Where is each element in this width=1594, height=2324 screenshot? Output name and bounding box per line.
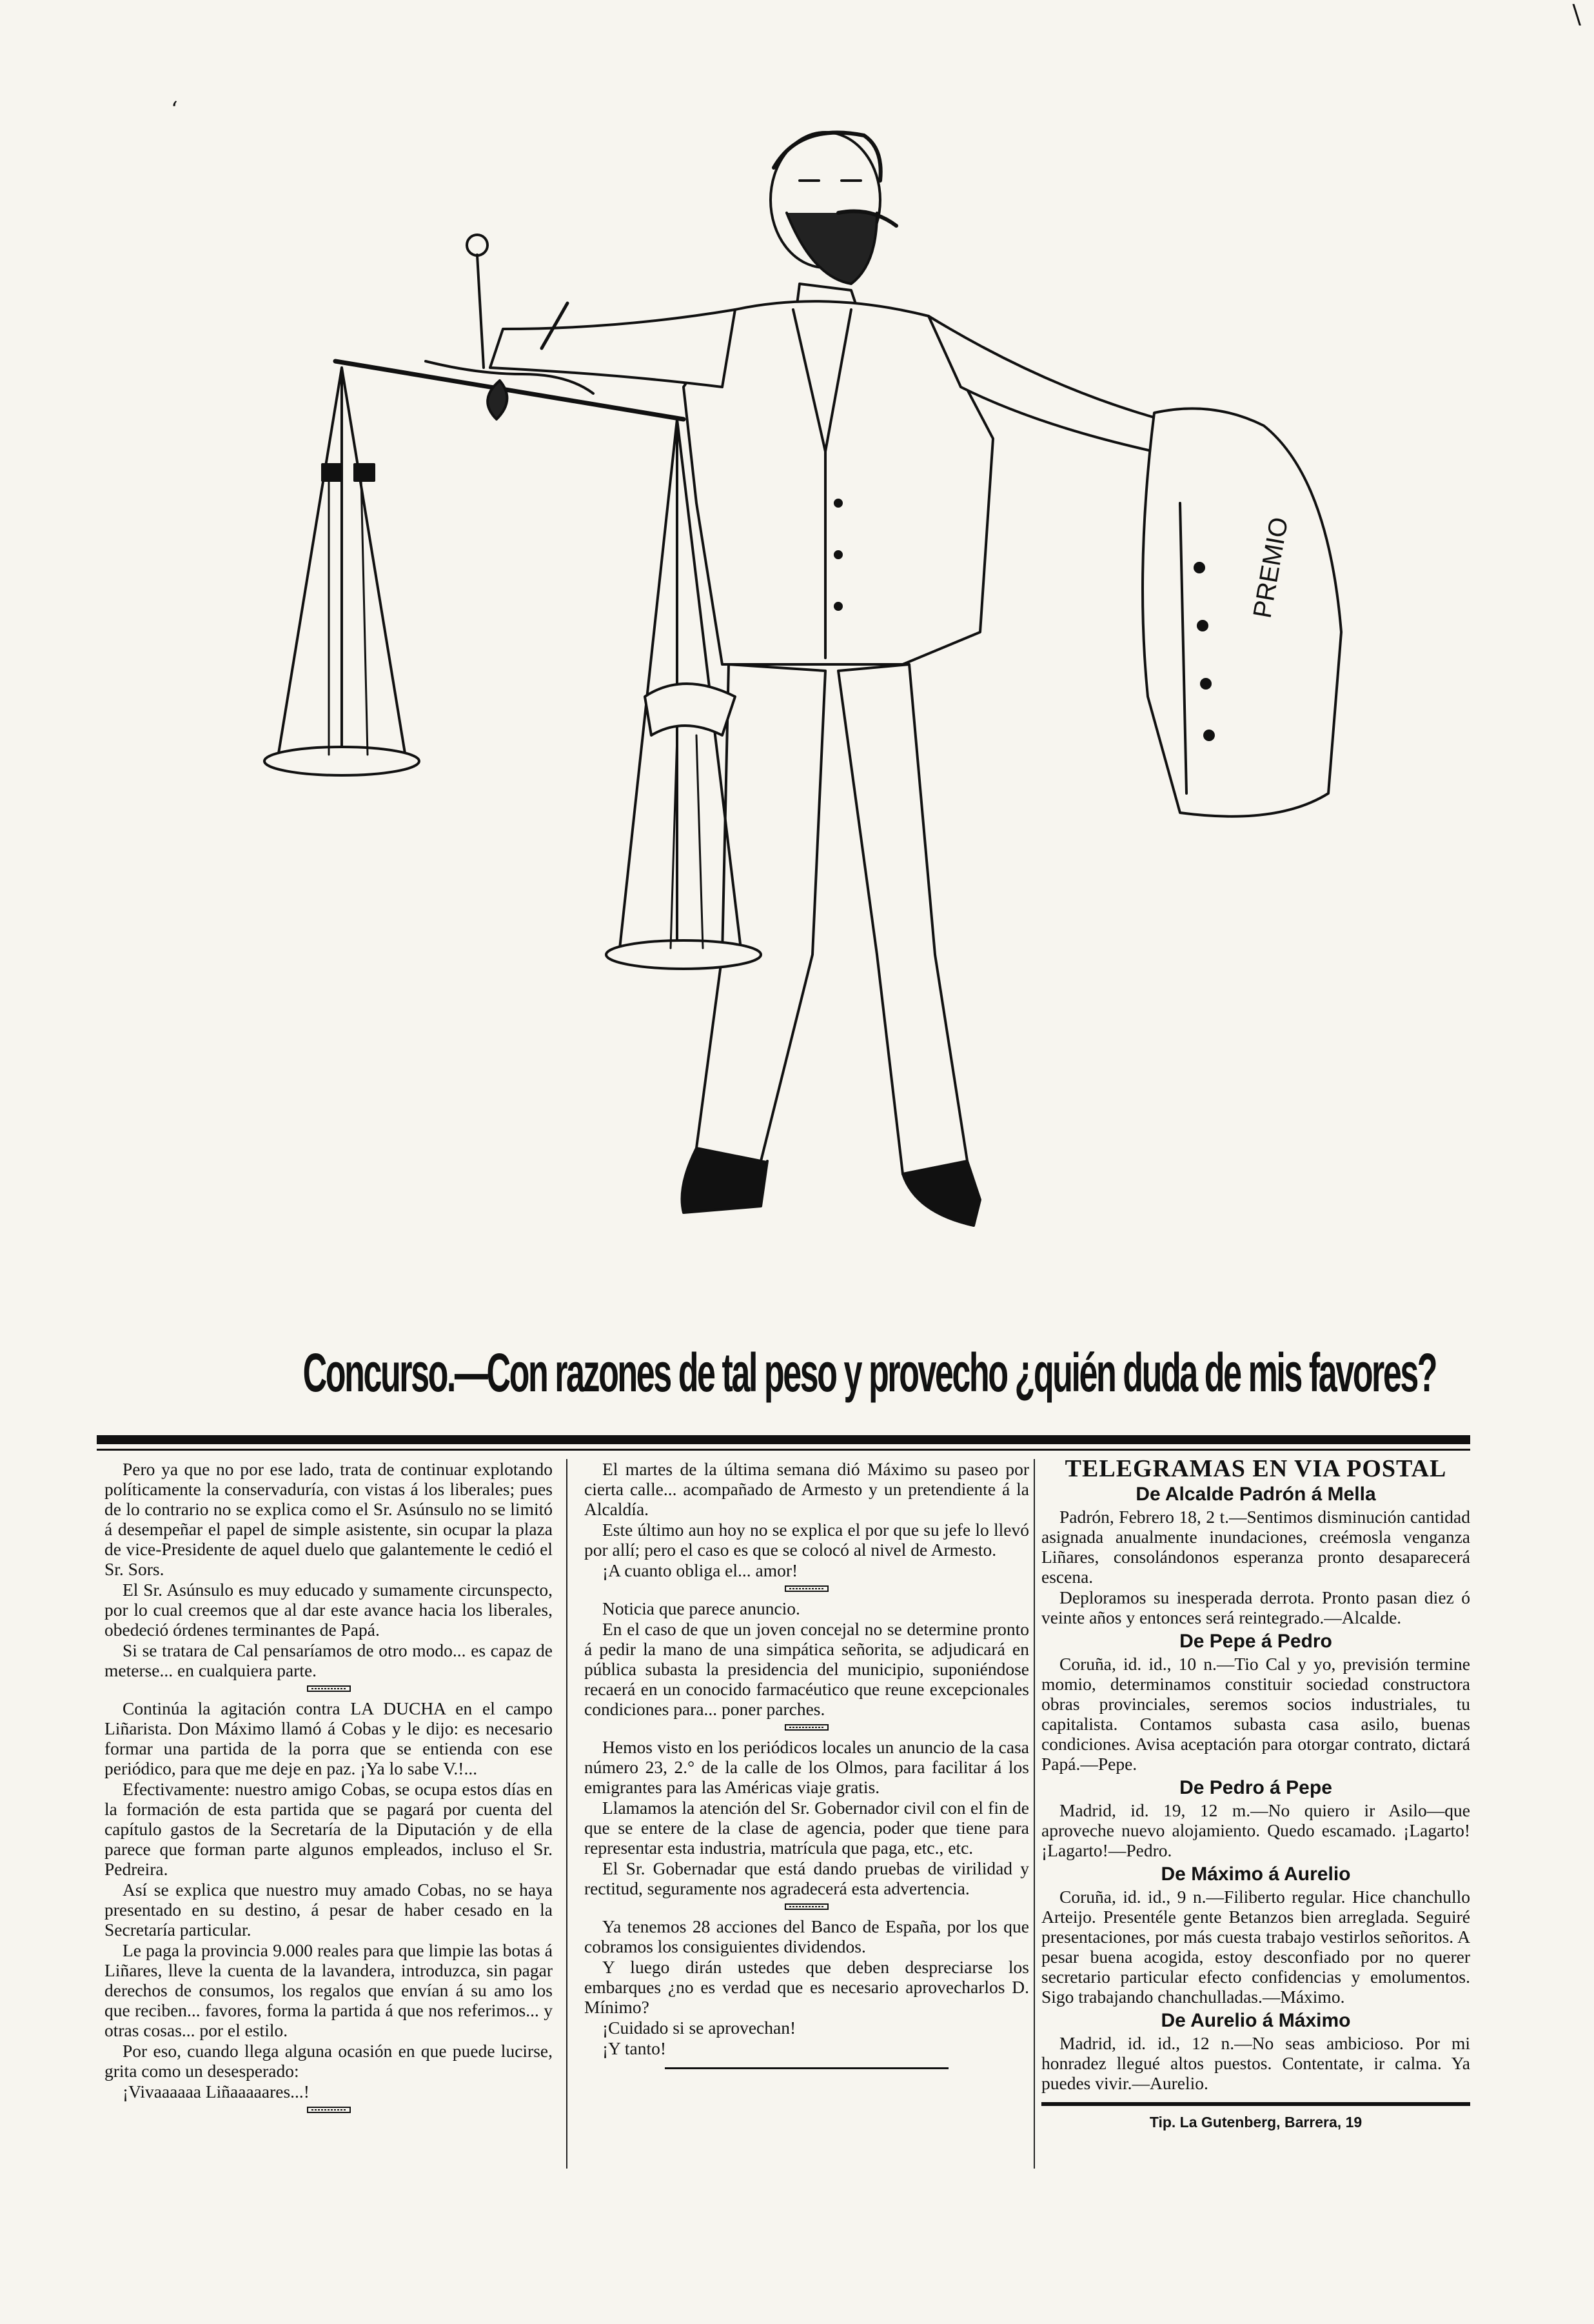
paragraph: El Sr. Gobernadar que está dando pruebas de virilidad y rectitud, seguramente nos agradecerá esta advertencia. bbox=[584, 1858, 1029, 1898]
footer-rule bbox=[1041, 2102, 1470, 2106]
top-rule-thin bbox=[97, 1449, 1470, 1451]
paragraph: En el caso de que un joven concejal no se determine pronto á pedir la mano de una simpática señorita, se adjudicará en pública subasta la presidencia del municipio, suponiéndose recaerá en un conocido farmacéutico que reune excepcionales condiciones para... poner parches. bbox=[584, 1619, 1029, 1719]
cartoon-illustration bbox=[232, 116, 1432, 1316]
paragraph: Noticia que parece anuncio. bbox=[602, 1598, 800, 1618]
telegram-text: Madrid, id. id., 12 n.—No seas ambicioso. Por mi honradez llegué altos puestos. Contentate, ir calma. Ya puedes vivir.—Aurelio. bbox=[1041, 2033, 1470, 2093]
paragraph: Así se explica que nuestro muy amado Cobas, no se haya presentado en su destino, á pesar de haber cesado en la Secretaría particular. bbox=[104, 1880, 553, 1940]
prize-coat bbox=[1143, 408, 1341, 816]
telegram-text: Madrid, id. 19, 12 m.—No quiero ir Asilo—que aproveche nuevo alojamiento. Quedo escamado. ¡Lagarto! ¡Lagarto!—Pedro. bbox=[1041, 1800, 1470, 1860]
end-rule bbox=[665, 2067, 949, 2069]
paragraph: Por eso, cuando llega alguna ocasión en que puede lucirse, grita como un desesperado: bbox=[104, 2041, 553, 2081]
coat-label: PREMIO bbox=[1248, 515, 1294, 621]
telegram-title: De Pepe á Pedro bbox=[1179, 1631, 1332, 1652]
telegram-title: De Aurelio á Máximo bbox=[1161, 2010, 1351, 2031]
paragraph: ¡Vivaaaaaa Liñaaaaares...! bbox=[123, 2081, 310, 2101]
telegram-title: De Máximo á Aurelio bbox=[1161, 1863, 1351, 1885]
top-rule-thick bbox=[97, 1435, 1470, 1444]
paragraph: Y luego dirán ustedes que deben despreciarse los embarques ¿no es verdad que es necesario aprovecharlos D. Mínimo? bbox=[584, 1957, 1029, 2017]
ornament-divider bbox=[784, 1723, 829, 1732]
paragraph: El Sr. Asúnsulo es muy educado y sumamente circunspecto, por lo cual creemos que al dar este avance hacia los liberales, obedeció órdenes terminantes de Papá. bbox=[104, 1580, 553, 1640]
telegram-title: De Alcalde Padrón á Mella bbox=[1136, 1484, 1376, 1505]
column-separator bbox=[1034, 1459, 1035, 2169]
paragraph: Si se tratara de Cal pensaríamos de otro modo... es capaz de meterse... en cualquiera parte. bbox=[104, 1640, 553, 1680]
paragraph: Continúa la agitación contra LA DUCHA en el campo Liñarista. Don Máximo llamó á Cobas y le dijo: es necesario formar una partida de la porra que se entienda con ese periódico, para que me deje en paz. ¡Ya lo sabe V.!... bbox=[104, 1698, 553, 1778]
paragraph: ¡Y tanto! bbox=[602, 2038, 667, 2058]
page-mark: ‘ bbox=[171, 97, 178, 123]
paragraph: Efectivamente: nuestro amigo Cobas, se ocupa estos días en la formación de esta partida que se pagará por cuenta del capítulo gastos de la Secretaría de la Diputación y de ella parece que forman parte algunos empleados, incluso el Sr. Pedreira. bbox=[104, 1779, 553, 1879]
telegram-title: De Pedro á Pepe bbox=[1179, 1777, 1332, 1798]
illustration-caption: Concurso.—Con razones de tal peso y provecho ¿quién duda de mis favores? bbox=[302, 1342, 1437, 1403]
column-3 bbox=[1041, 1455, 1470, 2132]
telegram-text: Padrón, Febrero 18, 2 t.—Sentimos disminución cantidad asignada anualmente inundaciones, creémosla venganza Liñares, consolándonos esperanza pronto desaparecerá escena. bbox=[1041, 1507, 1470, 1587]
paragraph: Pero ya que no por ese lado, trata de continuar explotando políticamente la conservaduría, con vistas á los liberales; pues de lo contrario no se explica como el Sr. Asúnsulo no se limitó á desempeñar el papel de simple asistente, sin ocupar la plaza de vice-Presidente de aquel duelo que galantemente le cedió el Sr. Sors. bbox=[104, 1459, 553, 1579]
telegram-text: Deploramos su inesperada derrota. Pronto pasan diez ó veinte años y entonces será reintegrado.—Alcalde. bbox=[1041, 1587, 1470, 1627]
column-separator bbox=[566, 1459, 567, 2169]
corner-mark: \ bbox=[1572, 0, 1581, 30]
column-1 bbox=[104, 1459, 553, 2120]
paragraph: Le paga la provincia 9.000 reales para que limpie las botas á Liñares, lleve la cuenta de la lavandera, introduzca, sin pagar derechos de consumos, los regalos que envían á su amo los que reciben... favores, forma la partida á que nos referimos... y otras cosas... por el estilo. bbox=[104, 1940, 553, 2040]
paragraph: Hemos visto en los periódicos locales un anuncio de la casa número 23, 2.° de la calle de los Olmos, para facilitar á los emigrantes para las Américas viaje gratis. bbox=[584, 1737, 1029, 1797]
telegram-text: Coruña, id. id., 10 n.—Tio Cal y yo, previsión termine momio, determinamos constituir sociedad constructora obras provinciales, seremos socios industriales, tu capitalista. Contamos subasta casa asilo, buenas condiciones. Avisa aceptación para otorgar contrato, dictará Papá.—Pepe. bbox=[1041, 1654, 1470, 1774]
paragraph: Llamamos la atención del Sr. Gobernador civil con el fin de que se entere de la clase de agencia, poder que tiene para representar esta industria, matrícula que paga, etc., etc. bbox=[584, 1798, 1029, 1858]
ornament-divider bbox=[306, 2105, 351, 2114]
paragraph: El martes de la última semana dió Máximo su paseo por cierta calle... acompañado de Armesto y un pretendiente á la Alcaldía. bbox=[584, 1459, 1029, 1519]
paragraph: ¡A cuanto obliga el... amor! bbox=[602, 1560, 798, 1580]
paragraph: Este último aun hoy no se explica el por que su jefe lo llevó por allí; pero el caso es que se colocó al nivel de Armesto. bbox=[584, 1520, 1029, 1560]
column-2 bbox=[584, 1459, 1029, 2069]
man-head bbox=[771, 132, 896, 284]
telegrams-heading: TELEGRAMAS EN VIA POSTAL bbox=[1065, 1455, 1447, 1482]
ornament-divider bbox=[784, 1584, 829, 1593]
paragraph: Ya tenemos 28 acciones del Banco de España, por los que cobramos los consiguientes dividendos. bbox=[584, 1916, 1029, 1956]
printer-footer: Tip. La Gutenberg, Barrera, 19 bbox=[1149, 2114, 1363, 2130]
ornament-divider bbox=[306, 1684, 351, 1693]
ornament-divider bbox=[784, 1902, 829, 1911]
paragraph: ¡Cuidado si se aprovechan! bbox=[602, 2018, 796, 2038]
telegram-text: Coruña, id. id., 9 n.—Filiberto regular. Hice chanchullo Arteijo. Presentéle gente Betanzos bien arreglada. Seguiré presentaciones, por más cuesta trabajo vestirlos señoritos. A pesar buena acogida, estoy desconfiado por no querer secretario particular efecto confidencias y emolumentos. Sigo trabajando chanchulladas.—Máximo. bbox=[1041, 1887, 1470, 2007]
